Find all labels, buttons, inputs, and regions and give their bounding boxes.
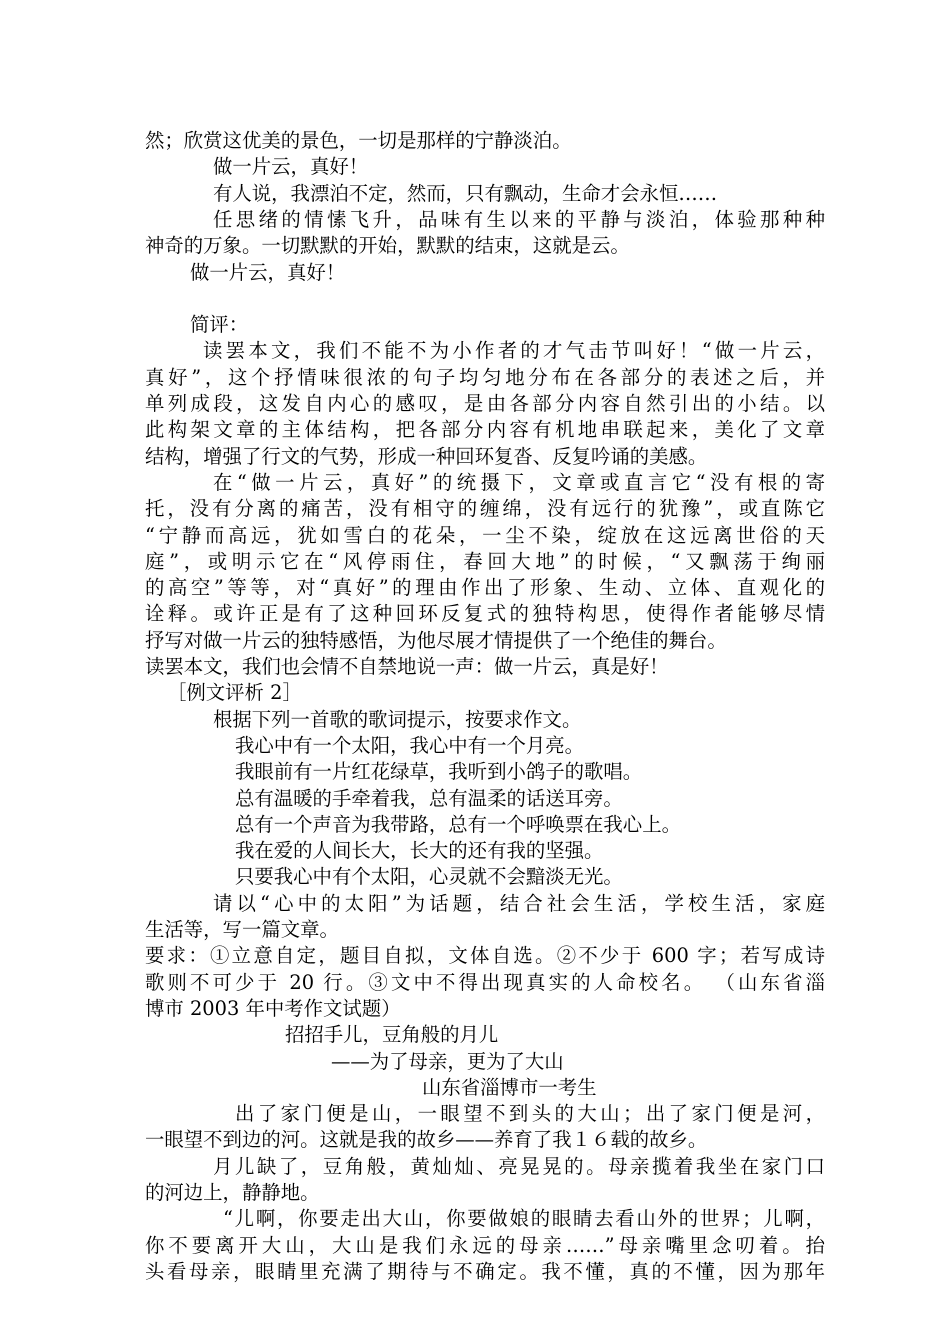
text-line: 你不要离开大山，大山是我们永远的母亲……”母亲嘴里念叨着。抬 <box>145 1233 825 1257</box>
text-line <box>145 287 825 313</box>
text-line: 根据下列一首歌的歌词提示，按要求作文。 <box>213 707 582 731</box>
text-line: 读罢本文，我们不能不为小作者的才气击节叫好！“做一片云， <box>203 339 825 363</box>
text-line: 庭”，或明示它在“风停雨住，春回大地”的时候，“又飘荡于绚丽 <box>145 549 825 573</box>
text-line: 山东省淄博市一考生 <box>422 1075 597 1099</box>
text-line: 任思绪的情愫飞升，品味有生以来的平静与淡泊，体验那种种 <box>213 207 825 231</box>
text-line: 单列成段，这发自内心的感叹，是由各部分内容自然引出的小结。以 <box>145 392 825 415</box>
text-line: 博市 2003 年中考作文试题） <box>145 996 401 1020</box>
text-line: 头看母亲，眼睛里充满了期待与不确定。我不懂，真的不懂，因为那年 <box>145 1259 825 1283</box>
text-line: 做一片云，真好！ <box>190 260 346 284</box>
text-line: 我在爱的人间长大，长大的还有我的坚强。 <box>235 839 604 863</box>
text-line: 读罢本文，我们也会情不自禁地说一声：做一片云，真是好！ <box>145 655 669 678</box>
text-line: 神奇的万象。一切默默的开始，默默的结束，这就是云。 <box>145 234 630 258</box>
text-line: 请以“心中的太阳”为话题，结合社会生活，学校生活，家庭 <box>213 891 825 915</box>
text-line: 我心中有一个太阳，我心中有一个月亮。 <box>235 733 585 757</box>
text-line: 托，没有分离的痛苦，没有相守的缠绵，没有远行的犹豫”，或直陈它 <box>145 497 825 521</box>
text-line: 月儿缺了，豆角般，黄灿灿、亮晃晃的。母亲揽着我坐在家门口 <box>213 1154 825 1178</box>
text-line: 歌则不可少于 20 行。③文中不得出现真实的人命校名。 （山东省淄 <box>145 970 825 994</box>
text-line: 做一片云，真好！ <box>213 155 369 179</box>
text-line: “儿啊，你要走出大山，你要做娘的眼睛去看山外的世界；儿啊， <box>223 1207 825 1231</box>
text-line: 此构架文章的主体结构，把各部分内容有机地串联起来，美化了文章 <box>145 418 825 442</box>
text-line: 要求：①立意自定，题目自拟，文体自选。②不少于 600 字；若写成诗 <box>145 944 825 968</box>
text-line: 总有一个声音为我带路，总有一个呼唤票在我心上。 <box>235 812 681 836</box>
text-line: 招招手儿，豆角般的月儿 <box>285 1023 499 1047</box>
text-line: “宁静而高远，犹如雪白的花朵，一尘不染，绽放在这远离世俗的天 <box>145 523 825 547</box>
text-line: 只要我心中有个太阳，心灵就不会黯淡无光。 <box>235 865 623 889</box>
text-line: 结构，增强了行文的气势，形成一种回环复沓、反复吟诵的美感。 <box>145 444 708 468</box>
text-line: 简评： <box>190 313 249 337</box>
text-line: 的高空”等等，对“真好”的理由作出了形象、生动、立体、直观化的 <box>145 576 825 600</box>
text-line: 在“做一片云，真好”的统摄下，文章或直言它“没有根的寄 <box>213 470 825 494</box>
text-line: 一眼望不到边的河。这就是我的故乡——养育了我１６载的故乡。 <box>145 1128 708 1152</box>
text-line: ［例文评析 2］ <box>167 681 302 705</box>
text-line: 真好”，这个抒情味很浓的句子均匀地分布在各部分的表述之后，并 <box>145 365 825 389</box>
text-line: ——为了母亲，更为了大山 <box>331 1049 564 1073</box>
text-line: 诠释。或许正是有了这种回环反复式的独特构思，使得作者能够尽情 <box>145 602 825 626</box>
text-line: 我眼前有一片红花绿草，我听到小鸽子的歌唱。 <box>235 760 643 784</box>
text-line: 出了家门便是山，一眼望不到头的大山；出了家门便是河， <box>235 1102 825 1126</box>
text-line: 有人说，我漂泊不定，然而，只有飘动，生命才会永恒…… <box>213 181 718 205</box>
text-line: 抒写对做一片云的独特感悟，为他尽展才情提供了一个绝佳的舞台。 <box>145 628 727 652</box>
text-line: 然；欣赏这优美的景色，一切是那样的宁静淡泊。 <box>145 129 572 152</box>
text-line: 生活等，写一篇文章。 <box>145 918 339 941</box>
text-line: 的河边上，静静地。 <box>145 1181 320 1204</box>
text-line: 总有温暖的手牵着我，总有温柔的话送耳旁。 <box>235 786 623 810</box>
